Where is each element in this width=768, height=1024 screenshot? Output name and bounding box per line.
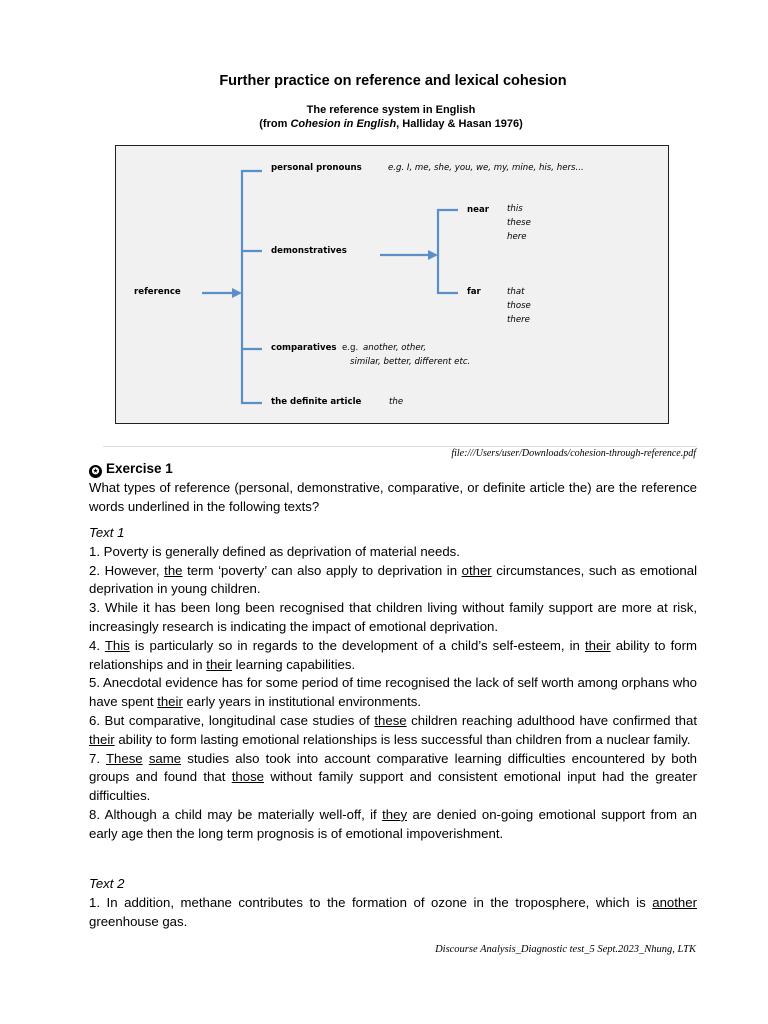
sentence-text: 3. While it has been long been recognised that children living without family support are more at risk, increasingly research is indicating the impact of emotional deprivation. — [89, 600, 697, 634]
near-word-2: these — [507, 218, 531, 228]
sentence-text: 2. However, — [89, 562, 165, 578]
example-personal: e.g. I, me, she, you, we, my, mine, his, hers... — [388, 163, 584, 173]
text1-sentence — [89, 674, 697, 712]
underlined-reference-word: another — [652, 894, 697, 910]
star-bullet-icon: ✪ — [89, 465, 102, 478]
text2-label: Text 2 — [89, 876, 125, 891]
example-definite-article: the — [389, 397, 404, 407]
sentence-text: 4. — [89, 637, 105, 653]
diagram-connectors — [116, 146, 670, 425]
text1-sentence — [89, 750, 697, 806]
underlined-reference-word: their — [89, 731, 115, 747]
near-word-3: here — [507, 232, 527, 242]
divider — [103, 446, 697, 447]
sentence-text: greenhouse gas. — [89, 913, 188, 929]
node-comparatives: comparatives — [271, 343, 337, 353]
node-personal: personal pronouns — [271, 163, 362, 173]
sub-bracket — [438, 210, 458, 293]
node-near: near — [467, 205, 489, 215]
far-word-3: there — [507, 315, 530, 325]
sentence-text: ability to form relationships and in — [89, 637, 697, 672]
sentence-text: 6. But comparative, longitudinal case studies of — [89, 712, 375, 728]
sentence-text: are denied on-going emotional support from an early age then the long term prognosis is of emotional impoverishment. — [89, 806, 697, 841]
example-comparatives-line2: similar, better, different etc. — [350, 357, 471, 367]
underlined-reference-word: their — [157, 694, 183, 710]
source-path: file:///Users/user/Downloads/cohesion-through-reference.pdf — [451, 448, 696, 459]
exercise-heading: ✪ Exercise 1 — [89, 461, 173, 478]
sentence-text: is particularly so in regards to the development of a child’s self-esteem, in — [129, 637, 585, 653]
far-word-1: that — [507, 287, 525, 297]
example-comparatives-line1: another, other, — [363, 343, 427, 353]
near-word-1: this — [507, 204, 523, 214]
text1-sentence — [89, 712, 697, 750]
exercise-instruction-block — [89, 479, 697, 517]
text1-sentence — [89, 806, 697, 844]
text2-block — [89, 875, 697, 931]
text1-sentence — [89, 543, 697, 562]
text2-sentences — [89, 894, 697, 932]
underlined-reference-word: they — [382, 806, 408, 822]
sentence-text: without family support and consistent emotional input had the greater difficulties. — [89, 769, 697, 804]
underlined-reference-word: these — [374, 712, 407, 728]
sentence-text: circumstances, such as emotional deprivation in young children. — [89, 562, 697, 597]
arrowhead-demonstratives — [428, 250, 438, 260]
underlined-reference-word: their — [584, 637, 611, 653]
node-far: far — [467, 287, 481, 297]
text1-label: Text 1 — [89, 525, 125, 540]
text1-sentence — [89, 637, 697, 675]
text1-sentence — [89, 599, 697, 637]
figure-source: (from Cohesion in English, Halliday & Hasan 1976) — [259, 118, 523, 130]
sentence-text: 1. Poverty is generally defined as deprivation of material needs. — [89, 543, 460, 559]
sentence-text: learning capabilities. — [231, 656, 356, 672]
sentence-text: studies also took into account comparative learning difficulties encountered by both groups and found that — [89, 750, 697, 785]
sentence-text: ability to form lasting emotional relationships is less successful than children from a nuclear family. — [114, 731, 691, 747]
node-reference: reference — [134, 287, 181, 297]
sentence-text: 7. — [89, 750, 106, 766]
underlined-reference-word: This — [104, 637, 130, 653]
text1-block — [89, 524, 697, 844]
text1-sentence — [89, 562, 697, 600]
reference-system-diagram — [115, 145, 669, 424]
sentence-text: term ‘poverty’ can also apply to deprivation in — [182, 562, 462, 578]
node-demonstratives: demonstratives — [271, 246, 347, 256]
figure-heading: The reference system in English — [306, 104, 476, 116]
underlined-reference-word: those — [231, 769, 264, 785]
underlined-reference-word: their — [206, 656, 232, 672]
underlined-reference-word: same — [148, 750, 182, 766]
arrowhead-reference — [232, 288, 242, 298]
example-comparatives-prefix: e.g. — [342, 343, 359, 353]
main-bracket — [242, 171, 262, 403]
text1-sentences — [89, 543, 697, 844]
underlined-reference-word: other — [461, 562, 492, 578]
sentence-text: 8. Although a child may be materially well-off, if — [89, 806, 383, 822]
underlined-reference-word: the — [164, 562, 183, 578]
sentence-text: early years in institutional environments. — [182, 694, 422, 710]
exercise-instruction: What types of reference (personal, demonstrative, comparative, or definite article the) are the reference words underlined in the following texts? — [89, 480, 697, 514]
page-title: Further practice on reference and lexical cohesion — [219, 73, 567, 89]
underlined-reference-word: These — [105, 750, 143, 766]
text2-sentence — [89, 894, 697, 932]
far-word-2: those — [507, 301, 531, 311]
sentence-text: 5. Anecdotal evidence has for some period of time recognised the lack of self worth among orphans who have spent — [89, 675, 697, 710]
node-definite-article: the definite article — [271, 397, 362, 407]
sentence-text: children reaching adulthood have confirmed that — [406, 712, 697, 728]
sentence-text: 1. In addition, methane contributes to the formation of ozone in the troposphere, which is — [89, 894, 653, 910]
footer: Discourse Analysis_Diagnostic test_5 Sept.2023_Nhung, LTK — [435, 944, 696, 955]
